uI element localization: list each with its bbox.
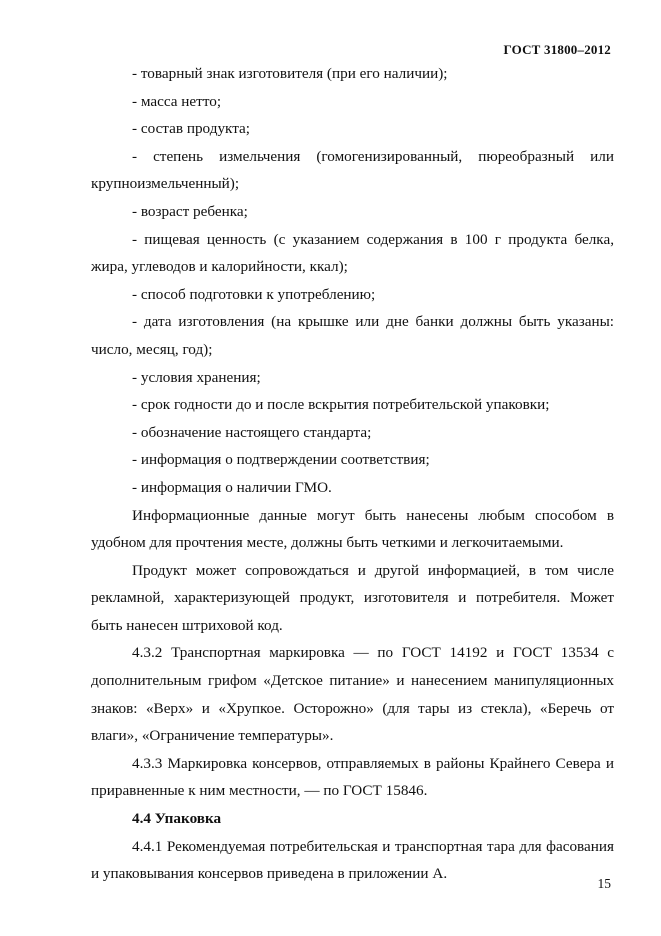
- list-item-storage-conditions: - условия хранения;: [132, 368, 261, 386]
- list-item-composition: - состав продукта;: [132, 120, 250, 138]
- list-item-manufacture-date: - дата изготовления (на крышке или дне банки должны быть указаны: число, месяц, год);: [91, 313, 614, 358]
- list-item-trademark: - товарный знак изготовителя (при его наличии);: [132, 65, 448, 82]
- paragraph-additional-info: Продукт может сопровождаться и другой информацией, в том числе рекламной, характеризующей продукт, изготовителя и потребителя. Может быть нанесен штриховой код.: [91, 561, 614, 634]
- paragraph-packaging-tare: 4.4.1 Рекомендуемая потребительская и транспортная тара для фасования и упаковывания консервов приведена в приложении А.: [91, 837, 614, 883]
- list-item-gmo-info: - информация о наличии ГМО.: [132, 478, 332, 496]
- paragraph-info-data: Информационные данные могут быть нанесены любым способом в удобном для прочтения месте, должны быть четкими и легкочитаемыми.: [91, 506, 614, 552]
- list-item-child-age: - возраст ребенка;: [132, 202, 248, 220]
- document-header-standard: ГОСТ 31800–2012: [503, 42, 611, 57]
- page-number: 15: [597, 876, 611, 891]
- list-item-net-weight: - масса нетто;: [132, 92, 222, 110]
- section-heading-packaging: 4.4 Упаковка: [132, 810, 222, 828]
- list-item-conformity-info: - информация о подтверждении соответствия;: [132, 451, 430, 469]
- list-item-shelf-life: - срок годности до и после вскрытия потребительской упаковки;: [132, 396, 550, 414]
- list-item-nutrition-value: - пищевая ценность (с указанием содержания в 100 г продукта белка, жира, углеводов и калорийности, ккал);: [91, 230, 614, 276]
- list-item-standard-designation: - обозначение настоящего стандарта;: [132, 423, 372, 441]
- paragraph-transport-marking: 4.3.2 Транспортная маркировка — по ГОСТ 14192 и ГОСТ 13534 с дополнительным грифом «Детское питание» и нанесением манипуляционных знаков: «Верх» и «Хрупкое. Осторожно» (для тары из стекла), «Беречь от влаги», «Ограничение температуры».: [91, 644, 614, 745]
- page-body: [91, 60, 614, 888]
- list-item-grinding-degree: - степень измельчения (гомогенизированный, пюреобразный или крупноизмельченный);: [91, 147, 614, 193]
- list-item-preparation: - способ подготовки к употреблению;: [132, 285, 376, 303]
- paragraph-far-north-marking: 4.3.3 Маркировка консервов, отправляемых в районы Крайнего Севера и приравненные к ним местности, — по ГОСТ 15846.: [91, 754, 614, 800]
